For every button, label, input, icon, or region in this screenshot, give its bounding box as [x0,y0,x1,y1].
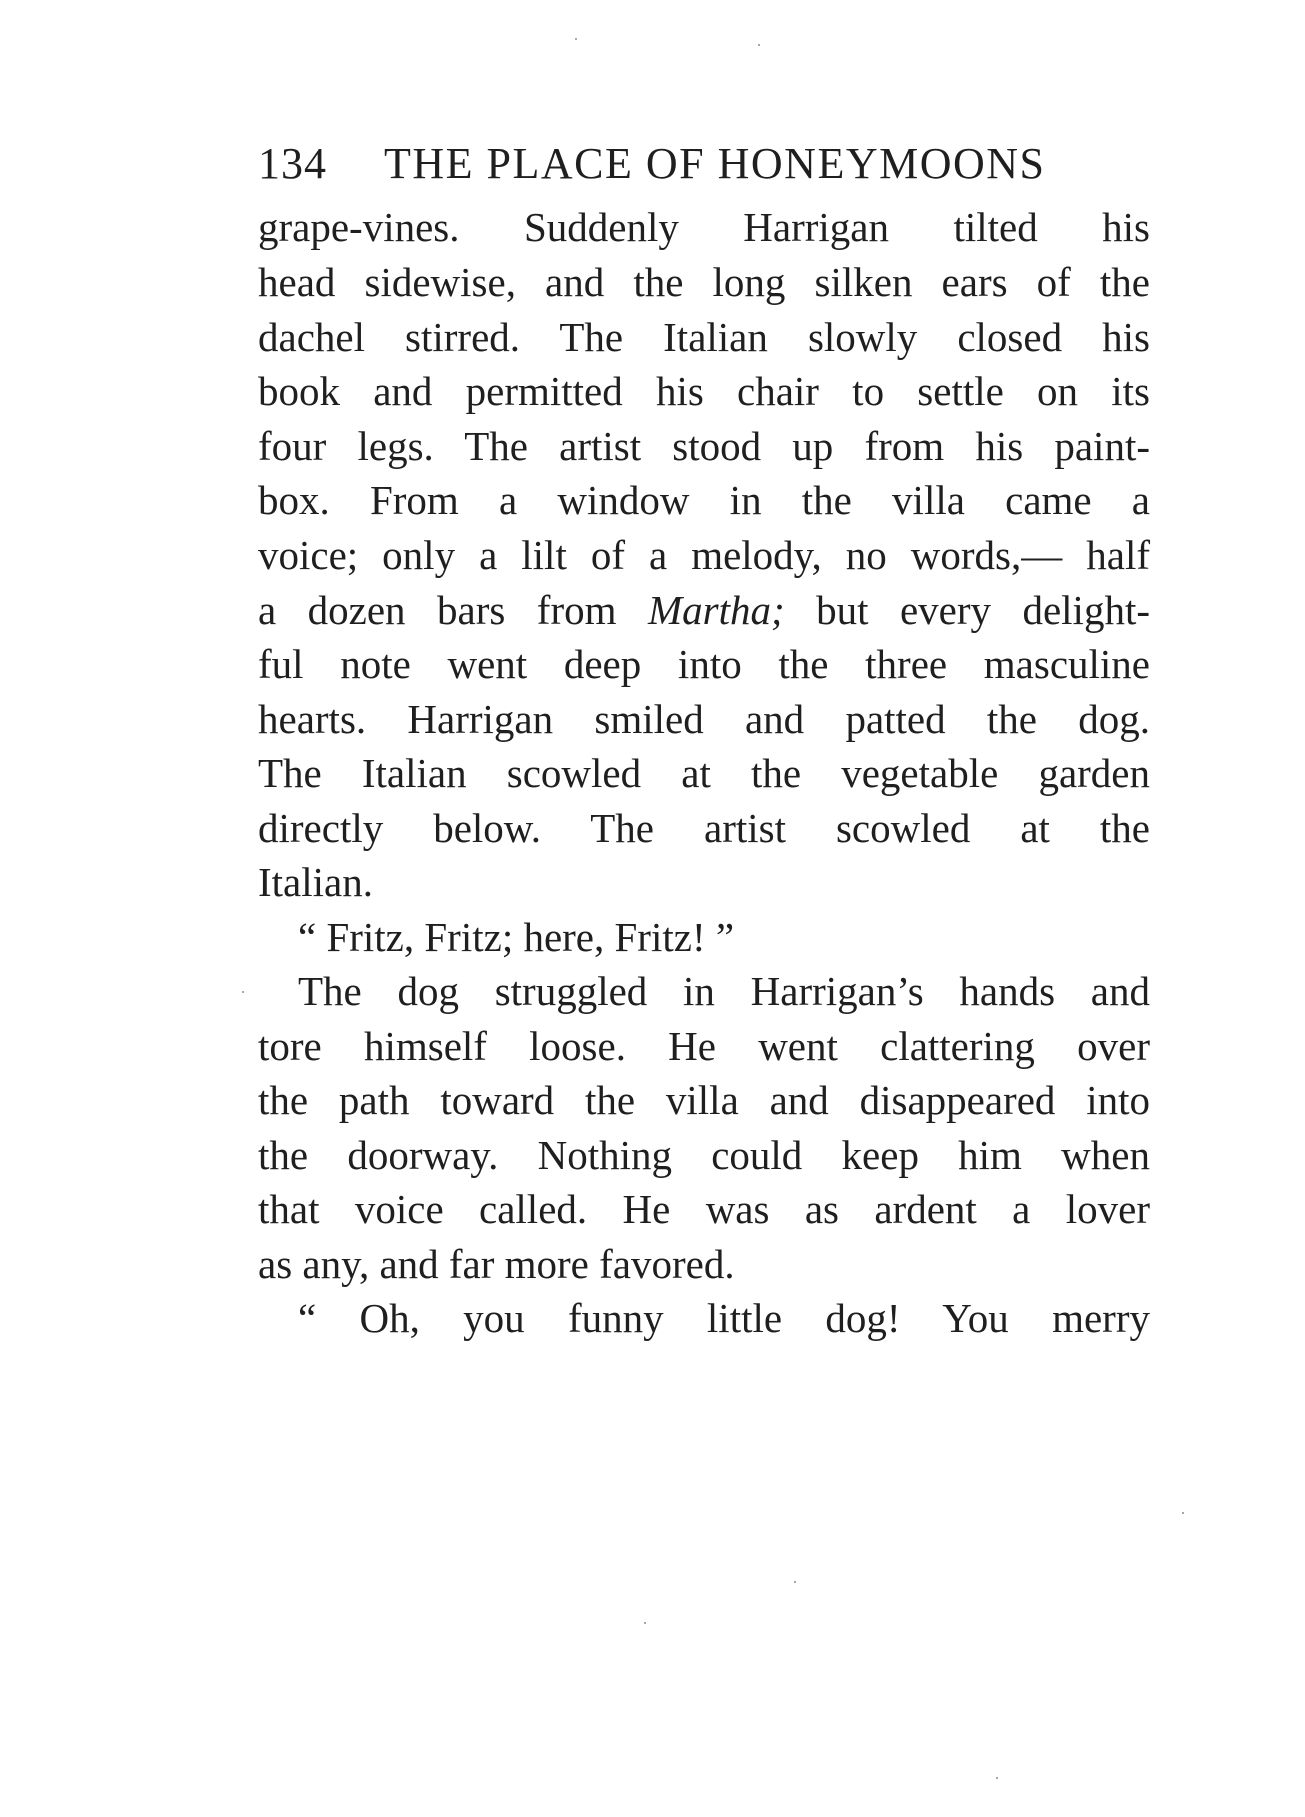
text-line: grape-vines. Suddenly Harrigan tilted his [258,204,1150,250]
text-line: The Italian scowled at the vegetable garden [258,750,1150,796]
text-line: ful note went deep into the three masculine [258,641,1150,687]
dialogue-line: “ Oh, you funny little dog! You merry [298,1295,1150,1341]
text-line: book and permitted his chair to settle on its [258,368,1150,414]
paper-speck [242,991,244,993]
text-line: four legs. The artist stood up from his paint- [258,423,1150,469]
paper-speck [575,38,577,40]
text-line: the doorway. Nothing could keep him when [258,1132,1150,1178]
text-line: hearts. Harrigan smiled and patted the dog. [258,696,1150,742]
text-fragment: a dozen bars from [258,587,648,633]
text-line: voice; only a lilt of a melody, no words,— half [258,532,1150,578]
dialogue-line: “ Fritz, Fritz; here, Fritz! ” [298,914,735,960]
text-line: box. From a window in the villa came a [258,477,1150,523]
text-line: Italian. [258,859,373,905]
running-title: THE PLACE OF HONEYMOONS [384,139,1046,188]
page-number: 134 [258,139,327,188]
italic-opera-title: Martha; [647,587,785,633]
text-line: head sidewise, and the long silken ears of the [258,259,1150,305]
paper-speck [996,1777,998,1779]
text-line: the path toward the villa and disappeared into [258,1077,1150,1123]
paper-speck [794,1581,796,1583]
text-fragment: but every delight- [784,587,1150,633]
paper-speck [644,1622,646,1624]
text-line: directly below. The artist scowled at the [258,805,1150,851]
text-line: dachel stirred. The Italian slowly closed his [258,314,1150,360]
paper-speck [758,44,760,46]
running-head [258,138,1158,188]
text-line: tore himself loose. He went clattering over [258,1023,1150,1069]
text-line: that voice called. He was as ardent a lover [258,1186,1150,1232]
paper-speck [1182,1512,1184,1514]
text-line: The dog struggled in Harrigan’s hands and [298,968,1150,1014]
text-line-with-italic [258,585,1150,635]
text-line: as any, and far more favored. [258,1241,735,1287]
